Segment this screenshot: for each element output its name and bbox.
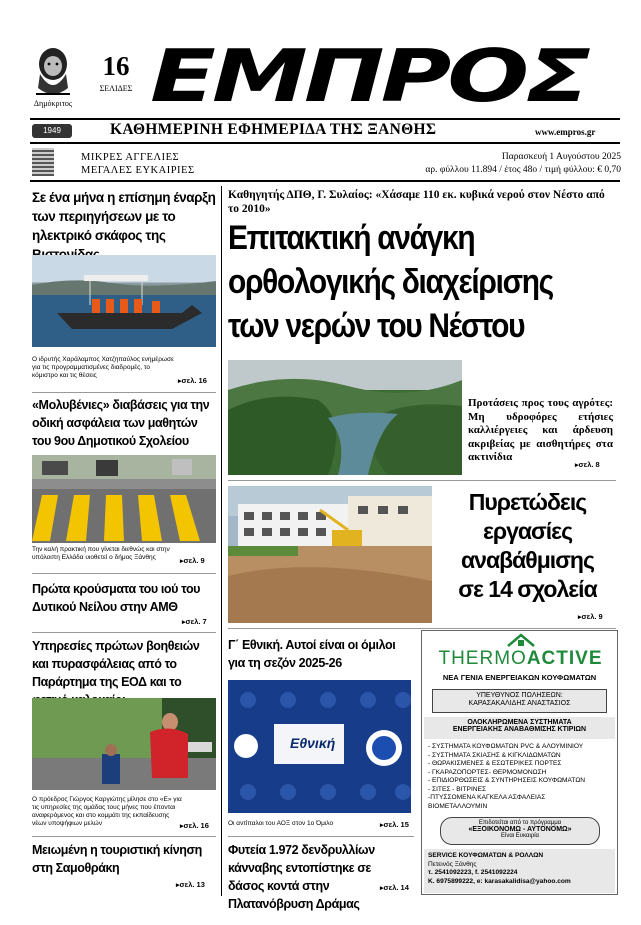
ad-program-line-3: Είναι Ευκαιρία: [500, 833, 540, 839]
ad-systems-line-2: ΕΝΕΡΓΕΙΑΚΗΣ ΑΝΑΒΑΘΜΙΣΗΣ ΚΤΙΡΙΩΝ: [452, 726, 587, 733]
ad-phone: τ. 2541092223, f. 2541092224: [428, 869, 518, 876]
masthead-rule-3: [30, 180, 620, 182]
lead-headline-2[interactable]: ορθολογικής διαχείρισης: [228, 263, 553, 301]
newspaper-subtitle: ΚΑΘΗΜΕΡΙΝΗ ΕΦΗΜΕΡΙΔΑ ΤΗΣ ΞΑΝΘΗΣ: [110, 121, 437, 138]
samothraki-page-ref[interactable]: ▸ σελ. 13: [176, 880, 205, 889]
lead-side-text: Προτάσεις προς τους αγρότες: Μη υδροφόρες ετήσιες καλλιέργειες και άρδευση ακριβείας με αισθητήρες στα ακτινίδια: [468, 397, 613, 463]
lead-headline-3[interactable]: των νερών του Νέστου: [228, 307, 525, 345]
schools-divider: [228, 628, 616, 629]
westnile-page-ref[interactable]: ▸ σελ. 7: [182, 617, 207, 626]
ad-brand-part-a: THERMO: [438, 648, 527, 669]
cannabis-headline[interactable]: Φυτεία 1.972 δενδρυλλίων κάνναβης εντοπίστηκε σε δάσος κοντά στην Πλατανόβρυση Δράμας: [228, 843, 375, 911]
ad-service: SERVICE ΚΟΥΦΩΜΑΤΩΝ & ΡΟΛΛΩΝ: [428, 852, 544, 859]
firstaid-page-ref[interactable]: ▸ σελ. 16: [180, 821, 209, 830]
democritus-bust-icon: [30, 44, 76, 96]
ad-program-line-1: Επιδοτείται από το πρόγραμμα: [478, 820, 562, 826]
crossings-page-ref[interactable]: ▸ σελ. 9: [180, 556, 205, 565]
cannabis-page-ref[interactable]: ▸ σελ. 14: [380, 883, 409, 892]
football-photo: [228, 680, 411, 813]
football-caption: Οι αντίπαλοι του ΑΟΞ στον 1ο Όμιλο: [228, 820, 334, 827]
crossings-caption: Την καλή πρακτική που γίνεται διεθνώς και στην υπόλοιπη Ελλάδα υιοθετεί ο δήμος Ξάνθης: [32, 546, 170, 561]
story-westnile-headline[interactable]: Πρώτα κρούσματα του ιού του Δυτικού Νείλου στην ΑΜΘ: [32, 582, 201, 614]
ads-line-2: ΜΕΓΑΛΕΣ ΕΥΚΑΙΡΙΕΣ: [81, 165, 195, 176]
football-banner-text: Εθνική: [290, 735, 336, 751]
firstaid-photo: [32, 698, 216, 790]
ad-program-line-2: «ΕΞΟΙΚΟΝΟΜΩ - ΑΥΤΟΝΟΜΩ»: [468, 826, 572, 833]
ad-program-box: [440, 817, 600, 845]
football-headline[interactable]: Γ΄ Εθνική. Αυτοί είναι οι όμιλοι για τη σεζόν 2025-26: [228, 638, 396, 670]
ad-item: - ΣΥΣΤΗΜΑΤΑ ΣΚΙΑΣΗΣ & ΚΙΓΚΛΙΔΩΜΑΤΩΝ: [428, 751, 561, 759]
newspaper-title: ΕΜΠΡΟΣ: [150, 34, 588, 118]
pages-label: ΣΕΛΙΔΕΣ: [99, 84, 133, 93]
boat-photo: [32, 255, 216, 347]
masthead-rule-bottom: [30, 142, 620, 144]
schools-headline-3[interactable]: αναβάθμισης: [461, 547, 594, 573]
schools-headline-2[interactable]: εργασίες: [482, 518, 573, 544]
ad-item: - ΕΠΙΔΙΟΡΘΩΣΕΙΣ & ΣΥΝΤΗΡΗΣΕΙΣ ΚΟΥΦΩΜΑΤΩΝ: [428, 777, 586, 784]
ad-item: -ΠΤΥΣΣΟΜΕΝΑ ΚΑΓΚΕΛΑ ΑΣΦΑΛΕΙΑΣ: [428, 794, 546, 801]
lead-headline-1[interactable]: Επιτακτική ανάγκη: [228, 219, 475, 257]
ad-item: - ΣΥΣΤΗΜΑΤΑ ΚΟΥΦΩΜΑΤΩΝ PVC & ΑΛΟΥΜΙΝΙΟΥ: [428, 743, 584, 750]
pages-count: 16: [102, 51, 130, 81]
ad-item: - ΓΚΑΡΑΖΟΠΟΡΤΕΣ- ΘΕΡΜΟΜΟΝΩΣΗ: [428, 768, 547, 776]
ads-thumb: [32, 148, 54, 176]
story-boat-headline[interactable]: Σε ένα μήνα η επίσημη έναρξη των περιηγήσεων με το ηλεκτρικό σκάφος της: [32, 190, 216, 243]
issue-date: Παρασκευή 1 Αυγούστου 2025: [501, 152, 621, 162]
ad-tagline: ΝΕΑ ΓΕΝΙΑ ΕΝΕΡΓΕΙΑΚΩΝ ΚΟΥΦΩΜΑΤΩΝ: [442, 673, 597, 682]
ad-item: - ΘΩΡΑΚΙΣΜΕΝΕΣ & ΕΣΩΤΕΡΙΚΕΣ ΠΟΡΤΕΣ: [428, 760, 562, 767]
ad-house-icon: [506, 633, 536, 647]
issue-info: αρ. φύλλου 11.894 / έτος 48ο / τιμή φύλλου: € 0,70: [425, 165, 621, 175]
ad-mobile: Κ. 6975899222, e: karasakalidisa@yahoo.com: [428, 877, 571, 885]
story-firstaid-headline[interactable]: Υπηρεσίες πρώτων βοηθειών και πυρασφάλειας από το Παράρτημα της ΕΟΔ και το: [32, 639, 200, 689]
ad-item: - ΣΙΤΕΣ - ΒΙΤΡΙΝΕΣ: [428, 785, 487, 793]
ad-systems-box: [424, 717, 615, 739]
schools-photo: [228, 486, 432, 623]
ads-line-1: ΜΙΚΡΕΣ ΑΓΓΕΛΙΕΣ: [81, 152, 180, 163]
website-link[interactable]: www.empros.gr: [535, 127, 596, 137]
nestos-photo: [228, 360, 462, 475]
boat-caption: Ο ιδρυτής Χαράλαμπος Χατζηπαύλος ενημέρωσε για τις προγραμματισμένες διαδρομές, το κόμιστρο και τις θέσεις: [32, 356, 174, 379]
masthead-rule-top: [30, 118, 620, 120]
thermoactive-ad[interactable]: [421, 630, 618, 895]
ad-contact-box: [432, 689, 607, 713]
left-divider-1: [32, 392, 216, 393]
democritus-logo: [30, 44, 76, 108]
philosopher-name: Δημόκριτος: [33, 99, 73, 108]
lead-kicker: Καθηγητής ΔΠΘ, Γ. Συλαίος: «Χάσαμε 110 εκ. κυβικά νερού στον Νέστο από το 2010»: [228, 189, 605, 215]
crossings-photo: [32, 455, 216, 543]
left-divider-4: [32, 836, 216, 837]
schools-headline-1[interactable]: Πυρετώδεις: [468, 489, 587, 515]
ad-items-list: [428, 743, 616, 811]
ad-contact-name: ΚΑΡΑΣΑΚΑΛΙΔΗΣ ΑΝΑΣΤΑΣΙΟΣ: [468, 700, 571, 707]
story-crossings-headline[interactable]: «Μολυβένιες» διαβάσεις για την οδική ασφάλεια των μαθητών του 9ου Δημοτικού Σχολείου: [32, 398, 210, 448]
schools-headline-4[interactable]: σε 14 σχολεία: [458, 576, 597, 602]
ad-contact-label: ΥΠΕΥΘΥΝΟΣ ΠΩΛΗΣΕΩΝ:: [476, 692, 563, 699]
ad-footer: [424, 849, 615, 893]
football-page-ref[interactable]: ▸ σελ. 15: [380, 820, 409, 829]
left-divider-2: [32, 573, 216, 574]
boat-page-ref[interactable]: ▸ σελ. 16: [178, 376, 207, 385]
ad-systems-line-1: ΟΛΟΚΛΗΡΩΜΕΝΑ ΣΥΣΤΗΜΑΤΑ: [467, 719, 572, 726]
story-samothraki-headline[interactable]: Μειωμένη η τουριστική κίνηση στη Σαμοθράκη: [32, 843, 202, 875]
left-divider-3: [32, 632, 216, 633]
ad-brand: [428, 648, 613, 670]
est-badge: 1949: [32, 124, 72, 138]
ad-brand-part-b: ACTIVE: [526, 648, 603, 669]
ad-item: ΒΙΟΜΕΤΑΛΛΟΥΜΙΝ: [428, 802, 488, 810]
lead-page-ref[interactable]: ▸ σελ. 8: [575, 460, 600, 469]
firstaid-caption: Ο πρόεδρος Γιώργος Καργιώτης μίλησε στο «Ε» για τις υπηρεσίες της ομάδας τους μήνες που έπονται αναφερόμενος και στο κομμάτι της εκπαίδευσης νέων υποψήφιων μελών: [32, 796, 182, 827]
column-divider: [221, 186, 222, 896]
football-divider: [228, 836, 414, 837]
schools-page-ref[interactable]: ▸ σελ. 9: [578, 612, 603, 621]
lead-divider: [228, 480, 616, 481]
ad-address: Πετεινός Ξάνθης: [428, 860, 477, 868]
